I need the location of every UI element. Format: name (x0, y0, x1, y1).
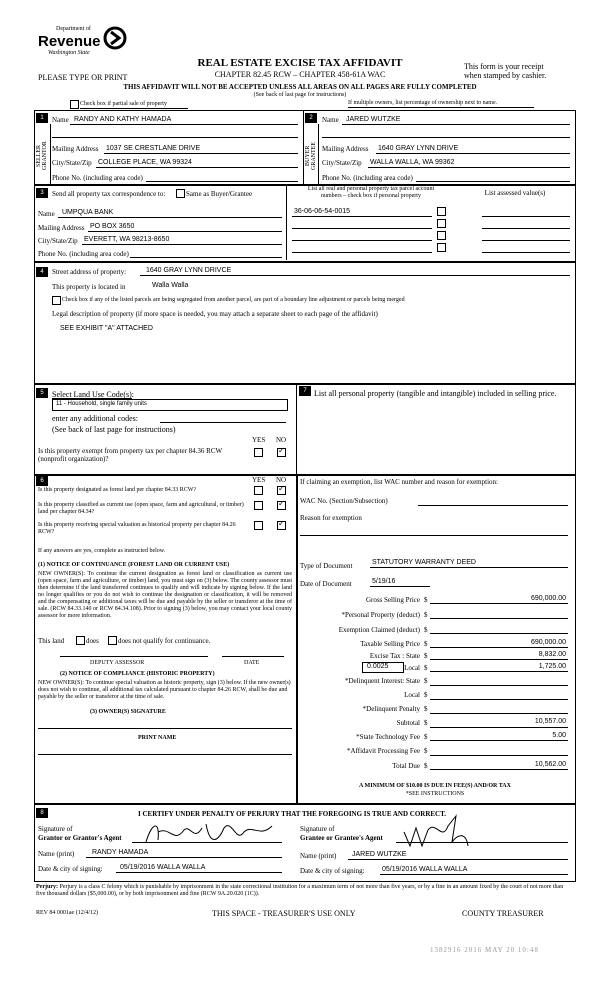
dollar-sign: $ (424, 705, 428, 713)
county-treasurer: COUNTY TREASURER (462, 909, 544, 918)
dollar-sign: $ (424, 677, 428, 685)
fee-label-local-tax: Local (404, 664, 420, 672)
receipt-line1: This form is your receipt (464, 62, 544, 71)
dollar-sign: $ (424, 626, 428, 634)
section-3-number: 3 (36, 188, 48, 198)
sec5-see-back: (See back of last page for instructions) (52, 425, 176, 434)
notice-compliance-body: NEW OWNER(S): To continue special valuation as historic property, sign (3) below. If the new owner(s) does not wish to continue, all additional tax calculated pursuant to chapter 84.26 RCW, shall be due and payable by the seller or transferor at the time of sale. (38, 680, 291, 700)
corr-name-label: Name (38, 210, 55, 218)
section-4-number: 4 (36, 267, 48, 277)
parcel-header-2: numbers – check box if personal property (321, 193, 421, 199)
fee-label-delinq-state: *Delinquent Interest: State (344, 677, 420, 685)
land-use-select[interactable] (52, 399, 288, 411)
street-label: Street address of property: (52, 268, 127, 276)
parcel-3-checkbox[interactable] (437, 231, 446, 240)
form-subtitle: CHAPTER 82.45 RCW – CHAPTER 458-61A WAC (214, 70, 386, 79)
partial-sale-checkbox[interactable] (70, 100, 79, 109)
fee-label-delinq-penalty: *Delinquent Penalty (362, 705, 420, 713)
fee-value-technology[interactable]: 5.00 (552, 732, 566, 739)
dollar-sign: $ (424, 596, 428, 604)
historic-no-checkbox[interactable] (277, 521, 286, 530)
form-title: REAL ESTATE EXCISE TAX AFFIDAVIT (197, 57, 403, 69)
section-6-number: 6 (36, 476, 48, 486)
perjury-label: Perjury: (36, 884, 58, 890)
dept-line3: Washington State (48, 50, 90, 56)
sec6-no: NO (276, 476, 287, 484)
current-use-question: Is this property classified as current use (open space, farm and agricultural, or timber) land per chapter 84.34? (38, 502, 244, 515)
grantee-date-city[interactable]: 05/19/2016 WALLA WALLA (382, 866, 468, 873)
seller-name[interactable]: RANDY AND KATHY HAMADA (74, 116, 172, 123)
please-type: PLEASE TYPE OR PRINT (38, 73, 128, 82)
revenue-logo (36, 24, 131, 64)
land-use-code: 11 - Household, single family units (56, 401, 147, 407)
treasurer-space: THIS SPACE - TREASURER'S USE ONLY (212, 909, 356, 918)
dollar-sign: $ (424, 733, 428, 741)
corr-phone-label: Phone No. (including area code) (38, 250, 129, 258)
dollar-sign: $ (424, 611, 428, 619)
grantee-agent-label: Grantee or Grantee's Agent (300, 834, 383, 842)
fee-value-state-tax[interactable]: 8,832.00 (538, 651, 566, 658)
segregated-checkbox[interactable] (52, 296, 61, 305)
legal-label: Legal description of property (if more space is needed, you may attach a separate sheet to each page of the affidavit) (52, 310, 378, 318)
section-8-number: 8 (36, 808, 48, 818)
this-land-label: This land (38, 637, 65, 645)
grantee-name-label: Name (print) (300, 852, 337, 860)
sec5-yes: YES (252, 436, 266, 444)
perjury-text: Perjury is a class C felony which is punishable by imprisonment in the state correctional institution for a maximum term of not more than five years, or by a fine in an amount fixed by the court of not more than five thousand dollars ($5,000.00), or by both imprisonment and fine (RCW 9A.20.020 (1C)). (36, 884, 564, 897)
forest-yes-checkbox[interactable] (254, 486, 263, 495)
see-instructions: *SEE INSTRUCTIONS (405, 791, 465, 797)
fee-label-personal: *Personal Property (deduct) (341, 611, 420, 619)
fee-label-gross: Gross Selling Price (365, 596, 420, 604)
land-use-label: Select Land Use Code(s): (52, 390, 134, 399)
historic-question: Is this property receiving special valuation as historical property per chapter 84.26 RCW? (38, 522, 236, 535)
corr-name[interactable]: UMPQUA BANK (62, 209, 114, 216)
buyer-grantee-label: BUYER GRANTEE (305, 142, 317, 170)
local-rate: 0.0025 (367, 663, 389, 670)
notice-continuance-title: (1) NOTICE OF CONTINUANCE (FOREST LAND OR CURRENT USE) (38, 562, 230, 568)
property-box (34, 262, 576, 384)
buyer-city[interactable]: WALLA WALLA, WA 99362 (370, 159, 455, 166)
corr-city-label: City/State/Zip (38, 237, 78, 245)
fee-label-taxable: Taxable Selling Price (360, 640, 420, 648)
parcel-number-1[interactable]: 36-06-06-54-0015 (294, 208, 351, 215)
dollar-sign: $ (424, 762, 428, 770)
section-1-number: 1 (36, 113, 48, 123)
grantee-name-print[interactable]: JARED WUTZKE (352, 851, 407, 858)
doc-type[interactable]: STATUTORY WARRANTY DEED (372, 559, 476, 566)
exempt-question: Is this property exempt from property tax per chapter 84.36 RCW (nonprofit organization)? (38, 447, 222, 463)
see-back-text: (See back of last page for instructions) (253, 92, 347, 98)
warning-text: THIS AFFIDAVIT WILL NOT BE ACCEPTED UNLESS ALL AREAS ON ALL PAGES ARE FULLY COMPLETED (123, 83, 477, 91)
doc-date[interactable]: 5/19/16 (372, 578, 396, 585)
dollar-sign: $ (424, 719, 428, 727)
exempt-no-checkbox[interactable] (277, 448, 286, 457)
seller-phone-label: Phone No. (including area code) (52, 174, 143, 182)
grantor-signature[interactable] (140, 816, 280, 848)
grantor-date-label: Date & city of signing: (38, 865, 103, 873)
assessed-header: List assessed value(s) (484, 189, 546, 197)
dept-line2: Revenue (38, 33, 101, 50)
multiple-owners-note: If multiple owners, list percentage of ownership next to name. (348, 100, 498, 106)
fee-label-total: Total Due (392, 762, 420, 770)
notice-continuance-body: NEW OWNER(S): To continue the current designation as forest land or classification as current use (open space, farm and agriculture, or timber) land, you must sign on (3) below. The county assessor must then determine if the land transferred continues to qualify and will indicate by signing below. If the land no longer qualifies or you do not wish to continue the designation or classification, it will be removed and the compensating or additional taxes will be due and payable by the seller or transferor at the time of sale. (RCW 84.33.140 or RCW 84.34.108). Prior to signing (3) below, you may contact your local county assessor for more information. (38, 571, 292, 619)
date-label: DATE (244, 660, 260, 666)
buyer-name[interactable]: JARED WUTZKE (346, 116, 401, 123)
seller-mail-label: Mailing Address (52, 145, 99, 153)
seller-mail[interactable]: 1037 SE CRESTLANE DRIVE (106, 145, 201, 152)
grantor-date-city[interactable]: 05/19/2016 WALLA WALLA (120, 864, 206, 871)
section-7-number: 7 (299, 386, 311, 396)
fee-value-subtotal[interactable]: 10,557.00 (534, 718, 566, 725)
perjury-note (36, 884, 572, 898)
fee-label-processing: *Affidavit Processing Fee (347, 747, 420, 755)
buyer-mail-label: Mailing Address (322, 145, 369, 153)
additional-codes-label: enter any additional codes: (52, 414, 138, 423)
receipt-line2: when stamped by cashier. (464, 71, 547, 80)
dollar-sign: $ (424, 747, 428, 755)
personal-property-label: List all personal property (tangible and intangible) included in selling price. (314, 389, 557, 398)
fee-value-total[interactable]: 10,562.00 (534, 761, 566, 768)
does-checkbox[interactable] (76, 636, 85, 645)
segregated-label: Check box if any of the listed parcels are being segregated from another parcel, are part of a boundary line adjustment or parcels being merged (62, 297, 405, 303)
dollar-sign: $ (424, 691, 428, 699)
fee-label-delinq-local: Local (404, 691, 420, 699)
partial-sale-label: Check box if partial sale of property (80, 101, 167, 107)
print-name-label: PRINT NAME (138, 735, 177, 741)
historic-yes-checkbox[interactable] (254, 521, 263, 530)
forest-question: Is this property designated as forest land per chapter 84.33 RCW? (38, 487, 197, 493)
fee-label-subtotal: Subtotal (396, 719, 420, 727)
doc-date-label: Date of Document (300, 580, 352, 588)
does-label: does (86, 637, 99, 645)
if-any-yes: If any answers are yes, complete as instructed below. (38, 548, 166, 554)
fee-value-taxable[interactable]: 690,000.00 (530, 639, 566, 646)
grantor-agent-label: Grantor or Grantor's Agent (38, 834, 122, 842)
legal-description[interactable]: SEE EXHIBIT "A" ATTACHED (60, 325, 153, 332)
does-not-label: does not qualify for continuance. (118, 637, 211, 645)
parcel-1-checkbox[interactable] (437, 207, 446, 216)
wac-label: WAC No. (Section/Subsection) (300, 497, 388, 505)
notice-compliance-title: (2) NOTICE OF COMPLIANCE (HISTORIC PROPERTY) (60, 671, 215, 677)
seller-name-label: Name (52, 116, 69, 124)
buyer-name-label: Name (322, 116, 339, 124)
grantee-sig-of: Signature of (300, 825, 335, 833)
same-as-buyer-label: Same as Buyer/Grantee (186, 190, 253, 198)
same-as-buyer-checkbox[interactable] (176, 189, 185, 198)
property-located[interactable]: Walla Walla (152, 282, 189, 289)
forest-no-checkbox[interactable] (277, 486, 286, 495)
treasurer-stamp: 1382916 2016 MAY 20 10:48 (430, 946, 539, 954)
dollar-sign: $ (424, 640, 428, 648)
doc-type-label: Type of Document (300, 562, 353, 570)
dept-line1: Department of (56, 26, 91, 32)
fee-value-local-tax[interactable]: 1,725.00 (538, 663, 566, 670)
property-street[interactable]: 1640 GRAY LYNN DRIVCE (146, 267, 232, 274)
grantor-sig-of: Signature of (38, 825, 73, 833)
seller-city[interactable]: COLLEGE PLACE, WA 99324 (98, 159, 192, 166)
fee-label-exemption: Exemption Claimed (deduct) (338, 626, 420, 634)
dollar-sign: $ (424, 664, 428, 672)
buyer-mail[interactable]: 1640 GRAY LYNN DRIVE (378, 145, 459, 152)
located-label: This property is located in (52, 283, 126, 291)
revenue-swirl-icon (102, 26, 128, 50)
grantee-signature[interactable] (396, 812, 496, 852)
buyer-phone-label: Phone No. (including area code) (322, 174, 413, 182)
section-2-number: 2 (305, 113, 317, 123)
exemption-label: If claiming an exemption, list WAC number and reason for exemption: (300, 478, 498, 486)
corr-city[interactable]: EVERETT, WA 98213-8650 (84, 236, 170, 243)
send-correspondence-label: Send all property tax correspondence to: (52, 190, 166, 198)
dollar-sign: $ (424, 652, 428, 660)
seller-city-label: City/State/Zip (52, 159, 92, 167)
corr-mail[interactable]: PO BOX 3650 (90, 223, 135, 230)
parcel-header-1: List all real and personal property tax parcel account (307, 186, 435, 192)
current-use-yes-checkbox[interactable] (254, 501, 263, 510)
fee-label-state-tax: Excise Tax : State (369, 652, 420, 660)
exempt-yes-checkbox[interactable] (254, 448, 263, 457)
reason-label: Reason for exemption (300, 514, 362, 522)
corr-mail-label: Mailing Address (38, 224, 85, 232)
grantor-name-label: Name (print) (38, 850, 75, 858)
parcel-4-checkbox[interactable] (437, 243, 446, 252)
owner-signature-label: (3) OWNER(S) SIGNATURE (90, 709, 166, 715)
seller-grantor-label: SELLER GRANTOR (36, 141, 48, 171)
rev-number: REV 84 0001ae (12/4/12) (36, 910, 99, 916)
current-use-no-checkbox[interactable] (277, 501, 286, 510)
deputy-assessor-label: DEPUTY ASSESSOR (90, 660, 145, 666)
buyer-city-label: City/State/Zip (322, 159, 362, 167)
parcel-2-checkbox[interactable] (437, 219, 446, 228)
fee-value-gross[interactable]: 690,000.00 (530, 595, 566, 602)
sec6-yes: YES (252, 476, 266, 484)
section-5-number: 5 (36, 388, 48, 398)
fee-label-technology: *State Technology Fee (356, 733, 420, 741)
does-not-checkbox[interactable] (108, 636, 117, 645)
sec5-no: NO (276, 436, 287, 444)
certify-statement: I CERTIFY UNDER PENALTY OF PERJURY THAT THE FOREGOING IS TRUE AND CORRECT. (138, 810, 447, 818)
grantee-date-label: Date & city of signing: (300, 867, 365, 875)
minimum-fee-note: A MINIMUM OF $10.00 IS DUE IN FEE(S) AND/OR TAX (359, 783, 511, 789)
grantor-name-print[interactable]: RANDY HAMADA (92, 849, 149, 856)
